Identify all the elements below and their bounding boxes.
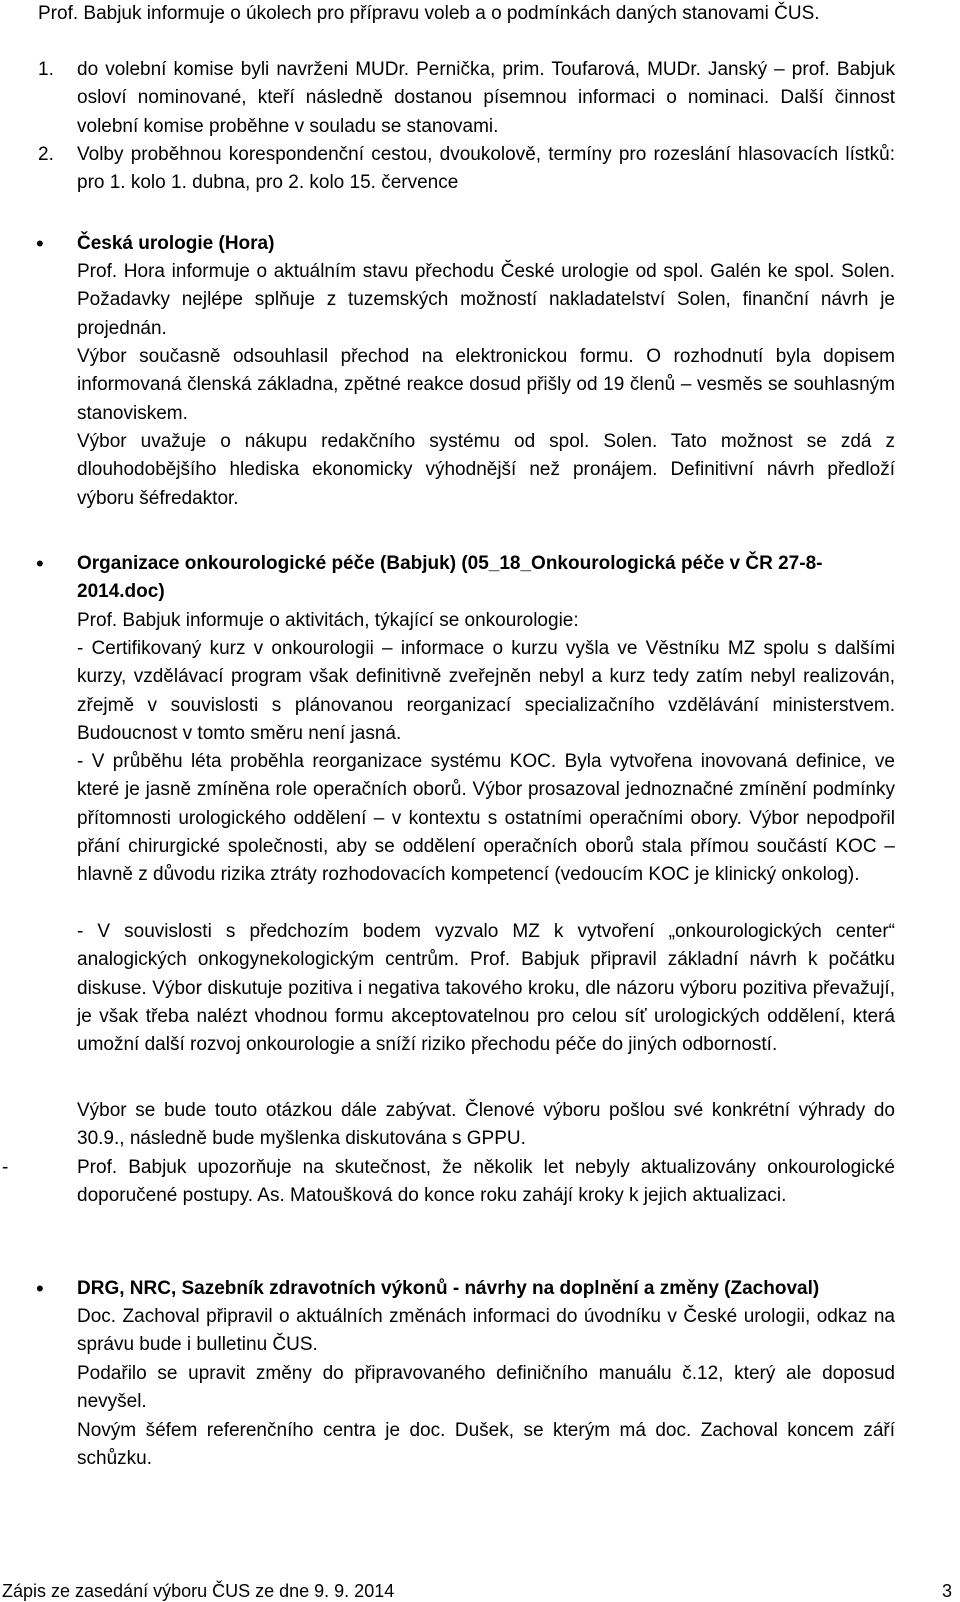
paragraph: - V průběhu léta proběhla reorganizace systému KOC. Byla vytvořena inovovaná definice, ve které je jasně zmíněna role operačních oborů. Výbor prosazoval jednoznačné zmínění podmínky přítomnosti urologického oddělení – v kontextu s ostatními operačními obory. Výbor nepodpořil přání chirurgické společnosti, aby se oddělení operačních oborů stala přímou součástí KOC – hlavně z důvodu rizika ztráty rozhodovacích kompetencí (vedoucím KOC je klinický onkolog). <box>77 751 895 886</box>
list-item-text: Volby proběhnou korespondenční cestou, dvoukolově, termíny pro rozeslání hlasovacích lístků: pro 1. kolo 1. dubna, pro 2. kolo 15. července <box>77 144 895 194</box>
paragraph: - V souvislosti s předchozím bodem vyzvalo MZ k vytvoření „onkourologických center“ analogických onkogynekologickým centrům. Prof. Babjuk připravil základní návrh k počátku diskuse. Výbor diskutuje pozitiva i negativa takového kroku, dle názoru výboru pozitiva převažují, je však třeba nalézt vhodnou formu akceptovatelnou pro celou síť urologických oddělení, která umožní další rozvoj onkourologie a sníží riziko přechodu péče do jiných odborností. <box>77 921 895 1056</box>
paragraph: Výbor se bude touto otázkou dále zabývat. Členové výboru pošlou své konkrétní výhrady do 30.9., následně bude myšlenka diskutována s GPPU. <box>77 1100 895 1150</box>
paragraph: Novým šéfem referenčního centra je doc. Dušek, se kterým má doc. Zachoval koncem září schůzku. <box>77 1420 895 1470</box>
paragraph: Podařilo se upravit změny do připravovaného definičního manuálu č.12, který ale doposud nevyšel. <box>77 1363 895 1413</box>
bullet-icon: • <box>36 1276 44 1301</box>
list-item-text: do volební komise byli navrženi MUDr. Pernička, prim. Toufarová, MUDr. Janský – prof. Babjuk osloví nominované, kteří následně dostanou písemnou informaci o nominaci. Další činnost volební komise proběhne v souladu se stanovami. <box>77 59 895 137</box>
section-heading-drg: DRG, NRC, Sazebník zdravotních výkonů - návrhy na doplnění a změny (Zachoval) <box>77 1278 820 1299</box>
list-number: 1. <box>38 59 54 80</box>
paragraph: Výbor uvažuje o nákupu redakčního systému od spol. Solen. Tato možnost se zdá z dlouhodobějšího hlediska ekonomicky výhodnější než pronájem. Definitivní návrh předloží výboru šéfredaktor. <box>77 431 895 509</box>
paragraph-elections-intro: Prof. Babjuk informuje o úkolech pro přípravu voleb a o podmínkách daných stanovami ČUS. <box>38 3 820 24</box>
section-heading-onkourologie: Organizace onkourologické péče (Babjuk) (05_18_Onkourologická péče v ČR 27-8-2014.doc) <box>77 553 823 603</box>
paragraph: - Certifikovaný kurz v onkourologii – informace o kurzu vyšla ve Věstníku MZ spolu s dalšími kurzy, vzdělávací program však definitivně zveřejněn nebyl a kurz tedy zatím nebyl realizován, zřejmě v souvislosti s plánovanou reorganizací specializačního vzdělávání ministerstvem. Budoucnost v tomto směru není jasná. <box>77 638 895 744</box>
paragraph: Prof. Babjuk informuje o aktivitách, týkající se onkourologie: <box>77 610 579 631</box>
bullet-icon: • <box>36 551 44 576</box>
list-item-2 <box>38 141 895 198</box>
list-number: 2. <box>38 144 54 165</box>
paragraph: Výbor současně odsouhlasil přechod na elektronickou formu. O rozhodnutí byla dopisem informovaná členská základna, zpětné reakce dosud přišly od 19 členů – vesměs se souhlasným stanoviskem. <box>77 346 895 424</box>
footer-title: Zápis ze zasedání výboru ČUS ze dne 9. 9. 2014 <box>2 1581 395 1601</box>
paragraph: Prof. Hora informuje o aktuálním stavu přechodu České urologie od spol. Galén ke spol. Solen. Požadavky nejlépe splňuje z tuzemských možností nakladatelství Solen, finanční návrh je projednán. <box>77 261 895 339</box>
section-heading-ceska-urologie: Česká urologie (Hora) <box>77 233 275 254</box>
paragraph: Prof. Babjuk upozorňuje na skutečnost, že několik let nebyly aktualizovány onkourologické doporučené postupy. As. Matoušková do konce roku zahájí kroky k jejich aktualizaci. <box>77 1157 895 1207</box>
paragraph: Doc. Zachoval připravil o aktuálních změnách informaci do úvodníku v České urologii, odkaz na správu bude i bulletinu ČUS. <box>77 1306 895 1356</box>
bullet-icon: • <box>36 231 44 256</box>
page-number: 3 <box>941 1581 952 1601</box>
dash-marker: - <box>2 1157 9 1178</box>
list-item-1 <box>38 56 895 141</box>
